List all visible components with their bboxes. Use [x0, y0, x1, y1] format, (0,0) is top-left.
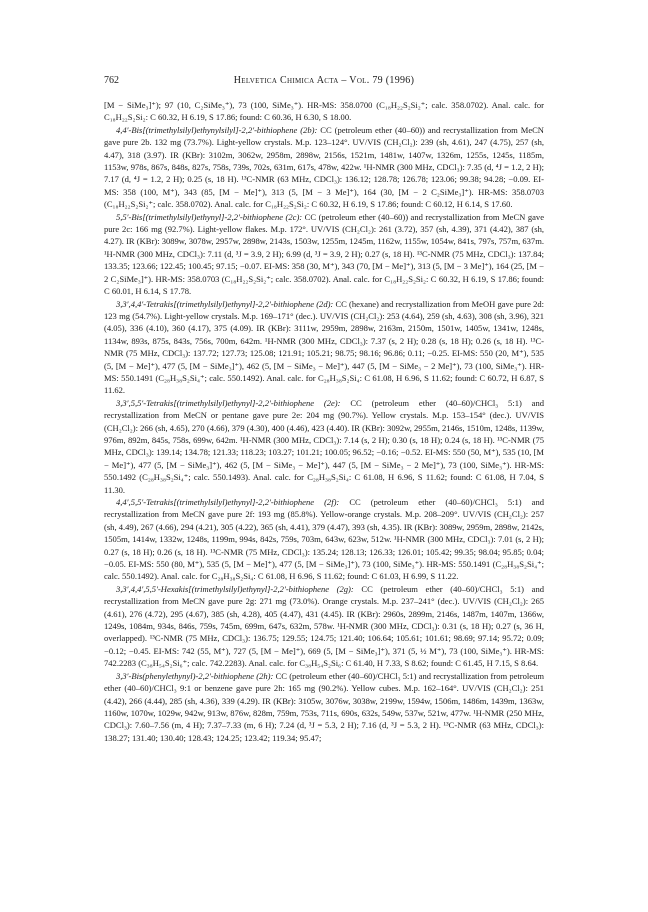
- paragraph-text: CC (petroleum ether (40–60)) and recrystallization from MeCN gave pure 2b. 132 mg (73.7%). Light-yellow crystals. M.p. 123–124°. UV/VIS (CH₂Cl₂): 239 (sh, 4.61), 247 (4.75), 257 (sh, 4.47), 318 (3.97). IR (KBr): 3102m, 3062w, 2958m, 2898w, 2156s, 1521m, 1481w, 1407w, 1326m, 1255s, 1245s, 1185m, 1153w, 978s, 867s, 848s, 827s, 758s, 739s, 702s, 631m, 617s, 478w, 422w. ¹H-NMR (300 MHz, CDCl₃): 7.35 (d, ⁴J = 1.2, 2 H); 7.17 (d, ⁴J = 1.2, 2 H); 0.25 (s, 18 H). ¹³C-NMR (63 MHz, CDCl₃): 136.12; 128.78; 126.78; 123.06; 99.38; 94.28; −0.09. EI-MS: 358 (100, M⁺), 343 (85, [M − Me]⁺), 313 (5, [M − 3 Me]⁺), 164 (30, [M − 2 C₂SiMe₃]⁺). HR-MS: 358.0703 (C₁₈H₂₂S₂Si₂⁺; calc. 358.0702). Anal. calc. for C₁₈H₂₂S₂Si₂: C 60.32, H 6.19, S 17.86; found: C 60.12, H 6.14, S 17.60.: [104, 124, 544, 210]
- experimental-section: [104, 99, 544, 744]
- paragraph-compound-2f: [104, 496, 544, 583]
- running-title: Helvetica Chimica Acta – Vol. 79 (1996): [233, 75, 415, 86]
- paragraph-text: CC (petroleum ether (40–60)/CHCl₃ 5:1) and recrystallization from MeCN or pentane gave pure 2e: 204 mg (90.7%). Yellow crystals. M.p. 153–154° (dec.). UV/VIS (CH₂Cl₂): 266 (sh, 4.65), 270 (4.66), 379 (4.30), 400 (4.46), 423 (4.40). IR (KBr): 3092w, 2955m, 2146s, 1510m, 1248s, 1139w, 976m, 892m, 845s, 758s, 699w, 642m. ¹H-NMR (300 MHz, CDCl₃): 7.14 (s, 2 H); 0.30 (s, 18 H); 0.24 (s, 18 H). ¹³C-NMR (75 MHz, CDCl₃): 139.14; 134.78; 121.33; 118.23; 103.27; 101.21; 100.05; 96.52; −0.16; −0.52. EI-MS: 550 (50, M⁺), 535 (10, [M − Me]⁺), 477 (5, [M − SiMe₃]⁺), 462 (5, [M − SiMe₃ − Me]⁺), 447 (5, [M − SiMe₃ − 2 Me]⁺), 73 (100, SiMe₃⁺). HR-MS: 550.1492 (C₂₈H₃₈S₂Si₄⁺; calc. 550.1493). Anal. calc. for C₂₈H₃₈S₂Si₄: C 61.08, H 6.96, S 11.62; found: C 61.08, H 7.04, S 11.30.: [104, 397, 545, 495]
- paragraph-compound-2d: [104, 298, 544, 397]
- compound-heading: 3,3′,4,4′,5,5′-Hexakis[(trimethylsilyl)ethynyl]-2,2′-bithiophene (2g):: [116, 583, 354, 594]
- paragraph-compound-2e: [104, 397, 544, 496]
- paragraph-compound-2h: [104, 670, 544, 744]
- compound-heading: 4,4′-Bis[(trimethylsilyl)ethynylsilyl]-2,2′-bithiophene (2b):: [116, 124, 318, 135]
- compound-heading: 3,3′,4,4′-Tetrakis[(trimethylsilyl)ethynyl]-2,2′-bithiophene (2d):: [116, 298, 334, 309]
- paragraph-text: CC (hexane) and recrystallization from MeOH gave pure 2d: 123 mg (54.7%). Light-yellow crystals. M.p. 169–171° (dec.). UV/VIS (CH₂Cl₂): 253 (4.64), 259 (sh, 4.63), 308 (sh, 3.96), 321 (4.05), 336 (4.10), 360 (4.17), 375 (4.09). IR (KBr): 3111w, 2959m, 2898w, 2163m, 2150m, 1501w, 1405w, 1341w, 1248s, 1134w, 893s, 875s, 843s, 756s, 700m, 642m. ¹H-NMR (300 MHz, CDCl₃): 7.37 (s, 2 H); 0.28 (s, 18 H); 0.26 (s, 18 H). ¹³C-NMR (75 MHz, CDCl₃): 137.72; 127.73; 125.08; 121.91; 105.21; 98.75; 98.16; 96.86; 0.11; −0.25. EI-MS: 550 (20, M⁺), 535 (5, [M − Me]⁺), 477 (5, [M − SiMe₃]⁺), 462 (5, [M − SiMe₃ − Me]⁺), 447 (5, [M − SiMe₃ − 2 Me]⁺), 73 (100, SiMe₃⁺). HR-MS: 550.1491 (C₂₈H₃₈S₂Si₄⁺; calc. 550.1492). Anal. calc. for C₂₈H₃₈S₂Si₄: C 61.08, H 6.96, S 11.62; found: C 60.72, H 6.87, S 11.62.: [104, 298, 545, 396]
- paragraph-compound-2c: [104, 211, 544, 298]
- compound-heading: 3,3′-Bis(phenylethynyl)-2,2′-bithiophene (2h):: [116, 670, 274, 681]
- paragraph-compound-2b: [104, 124, 544, 211]
- compound-heading: 3,3′,5,5′-Tetrakis[(trimethylsilyl)ethynyl]-2,2′-bithiophene (2e):: [116, 397, 341, 408]
- compound-heading: 4,4′,5,5′-Tetrakis[(trimethylsilyl)ethynyl]-2,2′-bithiophene (2f):: [116, 497, 340, 507]
- paragraph-text: CC (petroleum ether (40–60)/CHCl₃ 5:1) and recrystallization from MeCN gave pure 2g: 271 mg (73.0%). Orange crystals. M.p. 237–241° (dec.). UV/VIS (CH₂Cl₂): 265 (4.61), 276 (4.72), 295 (4.67), 385 (sh, 4.28), 405 (4.47), 431 (4.45). IR (KBr): 2960s, 2899m, 2146s, 1487m, 1407m, 1366w, 1249s, 1084m, 934s, 846s, 759s, 745m, 699m, 647s, 632m, 578w. ¹H-NMR (300 MHz, CDCl₃): 0.31 (s, 18 H); 0.27 (s, 36 H, overlapped). ¹³C-NMR (75 MHz, CDCl₃): 136.75; 129.55; 124.75; 121.40; 106.64; 105.61; 101.61; 98.69; 97.14; 95.72; 0.09; −0.12; −0.45. EI-MS: 742 (55, M⁺), 727 (5, [M − Me]⁺), 669 (5, [M − SiMe₃]⁺), 371 (5, ½ M⁺), 73 (100, SiMe₃⁺). HR-MS: 742.2283 (C₃₈H₅₄S₂Si₆⁺; calc. 742.2283). Anal. calc. for C₃₈H₅₄S₂Si₆: C 61.40, H 7.33, S 8.62; found: C 61.45, H 7.15, S 8.64.: [104, 583, 544, 669]
- paragraph-text: CC (petroleum ether (40–60)/CHCl₃ 5:1) and recrystallization from MeCN gave pure 2f: 193 mg (85.8%). Yellow-orange crystals. M.p. 208–209°. UV/VIS (CH₂Cl₂): 257 (sh, 4.49), 267 (4.66), 294 (4.21), 305 (4.22), 365 (sh, 4.41), 379 (4.47), 393 (sh, 4.35). IR (KBr): 3089w, 2959m, 2898w, 2142s, 1505m, 1414w, 1332w, 1248s, 1199m, 994s, 842s, 759s, 703m, 643w, 623w, 512w. ¹H-NMR (300 MHz, CDCl₃): 7.01 (s, 2 H); 0.27 (s, 18 H); 0.26 (s, 18 H). ¹³C-NMR (75 MHz, CDCl₃): 135.24; 128.13; 126.33; 126.01; 105.42; 99.35; 98.04; 95.85; 0.04; −0.05. EI-MS: 550 (80, M⁺), 535 (5, [M − Me]⁺), 477 (5, [M − SiMe₃]⁺), 73 (100, SiMe₃⁺). HR-MS: 550.1491 (C₂₈H₃₈S₂Si₄⁺; calc. 550.1492). Anal. calc. for C₂₈H₃₈S₂Si₄: C 61.08, H 6.96, S 11.62; found: C 61.03, H 6.99, S 11.22.: [104, 497, 544, 582]
- paragraph-continuation: [104, 99, 544, 124]
- paragraph-text: [M − SiMe₃]⁺); 97 (10, C₂SiMe₃⁺), 73 (100, SiMe₃⁺). HR-MS: 358.0700 (C₁₈H₂₂S₂Si₂⁺; calc. 358.0702). Anal. calc. for C₁₈H₂₂S₂Si₂: C 60.32, H 6.19, S 17.86; found: C 60.36, H 6.30, S 18.00.: [104, 100, 544, 123]
- running-header: [104, 74, 544, 88]
- paragraph-text: CC (petroleum ether (40–60)/CHCl₃ 5:1) and recrystallization from petroleum ether (40–60)/CHCl₃ 9:1 or benzene gave pure 2h: 165 mg (90.2%). Yellow cubes. M.p. 162–164°. UV/VIS (CH₂Cl₂): 251 (4.42), 266 (4.44), 285 (sh, 4.36), 339 (4.29). IR (KBr): 3105w, 3076w, 3038w, 2199w, 1594w, 1506m, 1486m, 1439m, 1363w, 1160w, 1070w, 1029w, 942w, 913w, 876w, 828m, 759m, 753s, 711s, 690s, 632s, 549w, 537w, 521w, 477w. ¹H-NMR (250 MHz, CDCl₃): 7.60–7.56 (m, 4 H); 7.37–7.33 (m, 6 H); 7.24 (d, ³J = 5.3, 2 H); 7.16 (d, ³J = 5.3, 2 H). ¹³C-NMR (63 MHz, CDCl₃): 138.27; 131.40; 130.40; 128.43; 124.25; 123.42; 119.34; 95.47;: [104, 670, 545, 743]
- page-number: 762: [104, 75, 119, 86]
- compound-heading: 5,5′-Bis[(trimethylsilyl)ethynyl]-2,2′-bithiophene (2c):: [116, 211, 303, 222]
- paragraph-text: CC (petroleum ether (40–60)) and recrystallization from MeCN gave pure 2c: 166 mg (92.7%). Light-yellow flakes. M.p. 172°. UV/VIS (CH₂Cl₂): 261 (3.72), 357 (sh, 4.39), 371 (4.42), 387 (sh, 4.27). IR (KBr): 3089w, 3078w, 2957w, 2898w, 2143s, 1503w, 1255m, 1245m, 1162w, 1155w, 1054w, 841s, 797s, 757m, 637m. ¹H-NMR (300 MHz, CDCl₃): 7.11 (d, ³J = 3.9, 2 H); 6.99 (d, ³J = 3.9, 2 H); 0.27 (s, 18 H). ¹³C-NMR (75 MHz, CDCl₃): 137.84; 133.35; 123.66; 122.45; 100.45; 97.15; −0.07. EI-MS: 358 (30, M⁺), 343 (70, [M − Me]⁺), 313 (5, [M − 3 Me]⁺), 164 (25, [M − 2 C₂SiMe₃]⁺). HR-MS: 358.0703 (C₁₈H₂₂S₂Si₂⁺; calc. 358.0702). Anal. calc. for C₁₈H₂₂S₂Si₂: C 60.32, H 6.19, S 17.86; found: C 60.01, H 6.14, S 17.78.: [104, 211, 544, 297]
- paragraph-compound-2g: [104, 583, 544, 670]
